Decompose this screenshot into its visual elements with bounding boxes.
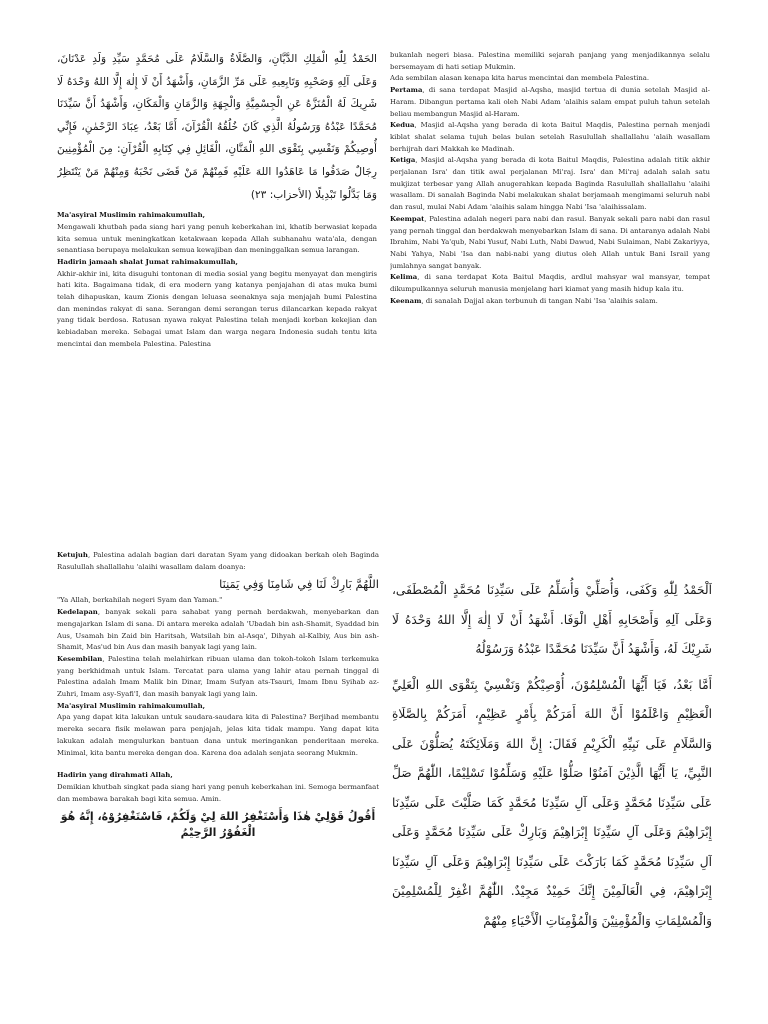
- body-paragraph: Apa yang dapat kita lakukan untuk saudara-saudara kita di Palestina? Berjihad membantu mereka secara fisik melawan para penjajah, jelas kita tidak mampu. Yang dapat kita lakukan adalah mengulurkan bantuan dana untuk meringankan penderitaan mereka. Minimal, kita bantu mereka dengan doa. Karena doa adalah senjata seorang Mukmin.: [57, 713, 379, 757]
- body-paragraph: bukanlah negeri biasa. Palestina memiliki sejarah panjang yang menjadikannya selalu bersemayam di hati setiap Mukmin.: [390, 51, 710, 71]
- item-text: , di sana terdapat Kota Baitul Maqdis, ardlul mahsyar wal mansyar, tempat dikumpulkannya seluruh manusia menjelang hari kiamat yang masih hidup kala itu.: [390, 273, 710, 294]
- arabic-opening: الحَمْدُ لِلّٰهِ الْمَلِكِ الدَّيَّانِ، وَالصَّلَاةُ وَالسَّلَامُ عَلَى مُحَمَّدٍ سَيِّدِ وَلَدِ عَدْنَانَ، وَعَلَى آلِهِ وَصَحْبِهِ وَتَابِعِيهِ عَلَى مَرِّ الزَّمَانِ، وَأَشْهَدُ أَنْ لَا إِلٰهَ إِلَّا اللهُ وَحْدَهُ لَا شَرِيكَ لَهُ الْمُنَزَّهُ عَنِ الْجِسْمِيَّةِ وَالْجِهَةِ وَالزَّمَانِ وَالْمَكَانِ، وَأَشْهَدُ أَنَّ سَيِّدَنَا مُحَمَّدًا عَبْدُهُ وَرَسُولُهُ الَّذِي كَانَ خُلُقُهُ الْقُرْآنَ، أَمَّا بَعْدُ، عِبَادَ الرَّحْمٰنِ، فَإِنِّي أُوصِيكُمْ وَنَفْسِي بِتَقْوَى اللهِ الْمَنَّانِ، الْقَائِلِ فِي كِتَابِهِ الْقُرْآنِ: مِنَ الْمُؤْمِنِينَ رِجَالٌ صَدَقُوا مَا عَاهَدُوا اللهَ عَلَيْهِ فَمِنْهُمْ مَنْ قَضَى نَحْبَهُ وَمِنْهُمْ مَنْ يَنْتَظِرُ وَمَا بَدَّلُوا تَبْدِيلًا (الأحزاب: ٢٣): [57, 53, 377, 201]
- list-item: [390, 155, 710, 214]
- heading-text: Hadirin yang dirahmati Allah,: [57, 771, 173, 780]
- item-lead: Pertama: [390, 86, 423, 95]
- heading-text: Hadirin jamaah shalat Jumat rahimakumullah,: [57, 257, 238, 266]
- item-lead: Kelima: [390, 273, 418, 282]
- body-paragraph: Ada sembilan alasan kenapa kita harus mencintai dan membela Palestina.: [390, 74, 650, 83]
- list-item: [57, 550, 379, 573]
- page-bottom: [0, 512, 768, 1024]
- body-paragraph: Akhir-akhir ini, kita disuguhi tontonan di media sosial yang begitu menyayat dan mengiris hati kita. Bagaimana tidak, di era modern yang katanya penjajahan di atas muka bumi telah dihapuskan, kaum Zionis dengan leluasa seenaknya saja menjajah bumi Palestina dan menindas rakyat di sana. Serangan demi serangan terus dilancarkan kepada rakyat yang tidak berdosa. Ratusan nyawa rakyat Palestina telah menjadi korban kekejian dan kebiadaban mereka. Sebagai umat Islam dan warga negara Indonesia sudah tentu kita mencintai dan membela Palestina. Palestina: [57, 269, 377, 348]
- top-right-column: [390, 50, 710, 400]
- item-lead: Keempat: [390, 214, 425, 223]
- item-lead: Ketiga: [390, 156, 416, 165]
- doa-arabic: اللَّهُمَّ بَارِكْ لَنَا فِي شَامِنَا وَفِي يَمَنِنَا: [219, 577, 379, 592]
- list-item: [390, 85, 710, 120]
- item-text: , Masjid al-Aqsha yang berada di kota Baitul Maqdis, Palestina adalah titik akhir perjalanan Isra' dan titik awal perjalanan Mi'raj. Isra' dan Mi'raj adalah salah satu mukjizat terbesar yang Allah anugerahkan kepada Baginda Rasulullah shallallahu 'alaihi wasallam. Di sanalah Baginda Nabi melakukan shalat berjamaah mengimami seluruh nabi dan rasul, mulai Nabi Adam 'alaihis salam hingga Nabi 'Isa 'alaihissalam.: [390, 156, 710, 212]
- body-paragraph: Mengawali khutbah pada siang hari yang penuh keberkahan ini, khatib berwasiat kepada kita semua untuk meningkatkan ketakwaan kepada Allah subhanahu wata'ala, dengan senantiasa berupaya melakukan semua kewajiban dan meninggalkan semua larangan.: [57, 222, 377, 255]
- top-left-column: [57, 48, 377, 438]
- arabic-paragraph: أَمَّا بَعْدُ، فَيَا أَيُّهَا الْمُسْلِمُوْنَ، أُوْصِيْكُمْ وَنَفْسِيْ بِتَقْوَى اللهِ الْعَلِيِّ الْعَظِيْمِ وَاعْلَمُوْا أَنَّ اللهَ أَمَرَكُمْ بِأَمْرٍ عَظِيْمٍ، أَمَرَكُمْ بِالصَّلَاةِ وَالسَّلَامِ عَلَى نَبِيِّهِ الْكَرِيْمِ فَقَالَ: إِنَّ اللهَ وَمَلَائِكَتَهُ يُصَلُّوْنَ عَلَى النَّبِيِّ، يَا أَيُّهَا الَّذِيْنَ آمَنُوْا صَلُّوْا عَلَيْهِ وَسَلِّمُوْا تَسْلِيْمًا، اللّٰهُمَّ صَلِّ عَلَى سَيِّدِنَا مُحَمَّدٍ وَعَلَى آلِ سَيِّدِنَا مُحَمَّدٍ كَمَا صَلَّيْتَ عَلَى سَيِّدِنَا إِبْرَاهِيْمَ وَعَلَى آلِ سَيِّدِنَا إِبْرَاهِيْمَ وَبَارِكْ عَلَى سَيِّدِنَا مُحَمَّدٍ وَعَلَى آلِ سَيِّدِنَا مُحَمَّدٍ كَمَا بَارَكْتَ عَلَى سَيِّدِنَا إِبْرَاهِيْمَ وَعَلَى آلِ سَيِّدِنَا إِبْرَاهِيْمَ، فِي الْعَالَمِيْنَ إِنَّكَ حَمِيْدٌ مَجِيْدٌ. اللّٰهُمَّ اغْفِرْ لِلْمُسْلِمِيْنَ وَالْمُسْلِمَاتِ وَالْمُؤْمِنِيْنَ وَالْمُؤْمِنَاتِ الْأَحْيَاءِ مِنْهُمْ: [392, 677, 712, 928]
- item-text: , Palestina adalah negeri para nabi dan rasul. Banyak sekali para nabi dan rasul yang pernah tinggal dan berdakwah menyebarkan Islam di sana. Di antaranya adalah Nabi Ibrahim, Nabi Ya'qub, Nabi Yusuf, Nabi Luth, Nabi Dawud, Nabi Sulaiman, Nabi Zakariyya, Nabi Yahya, Nabi 'Isa dan nabi-nabi yang diutus oleh Allah untuk Bani Israil yang jumlahnya sangat banyak.: [390, 214, 710, 270]
- list-item: [57, 654, 379, 701]
- paragraph-heading: [57, 770, 379, 782]
- item-lead: Ketujuh: [57, 551, 88, 559]
- list-item: [57, 607, 379, 654]
- list-item: [390, 296, 710, 308]
- heading-text: Ma'asyiral Muslimin rahimakumullah,: [57, 211, 206, 220]
- paragraph-heading: [57, 210, 377, 222]
- item-lead: Kedua: [390, 121, 415, 130]
- item-text: , banyak sekali para sahabat yang pernah berdakwah, menyebarkan dan mengajarkan Islam di sana. Di antara mereka adalah 'Ubadah bin ash-Shamit, Syaddad bin Aus, Usamah bin Zaid bin Haritsah, Watsilah bin al-Asqa', Dihyah al-Kalbiy, Aus bin ash-Shamit, Mas'ud bin Aus dan masih banyak lagi yang lain.: [57, 608, 379, 652]
- item-text: , di sana terdapat Masjid al-Aqsha, masjid tertua di dunia setelah Masjid al-Haram. Dibangun pertama kali oleh Nabi Adam 'alaihis salam empat puluh tahun setelah beliau membangun Masjid al-Haram.: [390, 86, 710, 118]
- doa-translation: "Ya Allah, berkahilah negeri Syam dan Yaman.": [57, 596, 223, 605]
- list-item: [390, 120, 710, 155]
- paragraph-heading: [57, 257, 377, 269]
- item-text: , Palestina adalah bagian dari daratan Syam yang didoakan berkah oleh Baginda Rasulullah shallallahu 'alaihi wasallam dalam doanya:: [57, 551, 379, 571]
- paragraph-heading: [57, 701, 379, 713]
- item-lead: Keenam: [390, 296, 422, 305]
- bottom-right-column: [392, 576, 712, 956]
- item-text: , Masjid al-Aqsha yang berada di kota Baitul Maqdis, Palestina pernah menjadi kiblat shalat selama tujuh belas bulan setelah Rasulullah shallallahu 'alaih wasallam berhijrah dari Makkah ke Madinah.: [390, 121, 710, 153]
- closing-arabic: أَقُولُ قَوْلِيْ هٰذَا وَأَسْتَغْفِرُ اللهَ لِيْ وَلَكُمْ، فَاسْتَغْفِرُوْهُ، إِنَّهُ هُوَ الْغَفُوْرُ الرَّحِيْمُ: [60, 810, 376, 840]
- item-lead: Kedelapan: [57, 608, 98, 617]
- list-item: [390, 214, 710, 273]
- body-paragraph: Demikian khutbah singkat pada siang hari yang penuh keberkahan ini. Semoga bermanfaat dan membawa barakah bagi kita semua. Amin.: [57, 782, 379, 803]
- item-text: , Palestina telah melahirkan ribuan ulama dan tokoh-tokoh Islam terkemuka yang berkhidmah untuk Islam. Tercatat para ulama yang lahir atau pernah tinggal di Palestina adalah Imam Malik bin Dinar, Imam Sufyan ats-Tsauri, Imam Ibnu Syihab az-Zuhri, Imam asy-Syafi'I, dan masih banyak lagi yang lain.: [57, 654, 379, 699]
- arabic-paragraph: اَلْحَمْدُ لِلّٰهِ وَكَفَى، وَأُصَلِّيْ وَأُسَلِّمُ عَلَى سَيِّدِنَا مُحَمَّدٍ الْمُصْطَفَى، وَعَلَى آلِهِ وَأَصْحَابِهِ أَهْلِ الْوَفَا. أَشْهَدُ أَنْ لَا إِلٰهَ إِلَّا اللهُ وَحْدَهُ لَا شَرِيْكَ لَهُ، وَأَشْهَدُ أَنَّ سَيِّدَنَا مُحَمَّدًا عَبْدُهُ وَرَسُوْلُهُ: [392, 583, 712, 656]
- list-item: [390, 272, 710, 295]
- bottom-left-column: [57, 550, 379, 940]
- item-text: , di sanalah Dajjal akan terbunuh di tangan Nabi 'Isa 'alaihis salam.: [421, 296, 658, 305]
- heading-text: Ma'asyiral Muslimin rahimakumullah,: [57, 701, 206, 710]
- spacer: [57, 759, 379, 770]
- item-lead: Kesembilan: [57, 654, 103, 663]
